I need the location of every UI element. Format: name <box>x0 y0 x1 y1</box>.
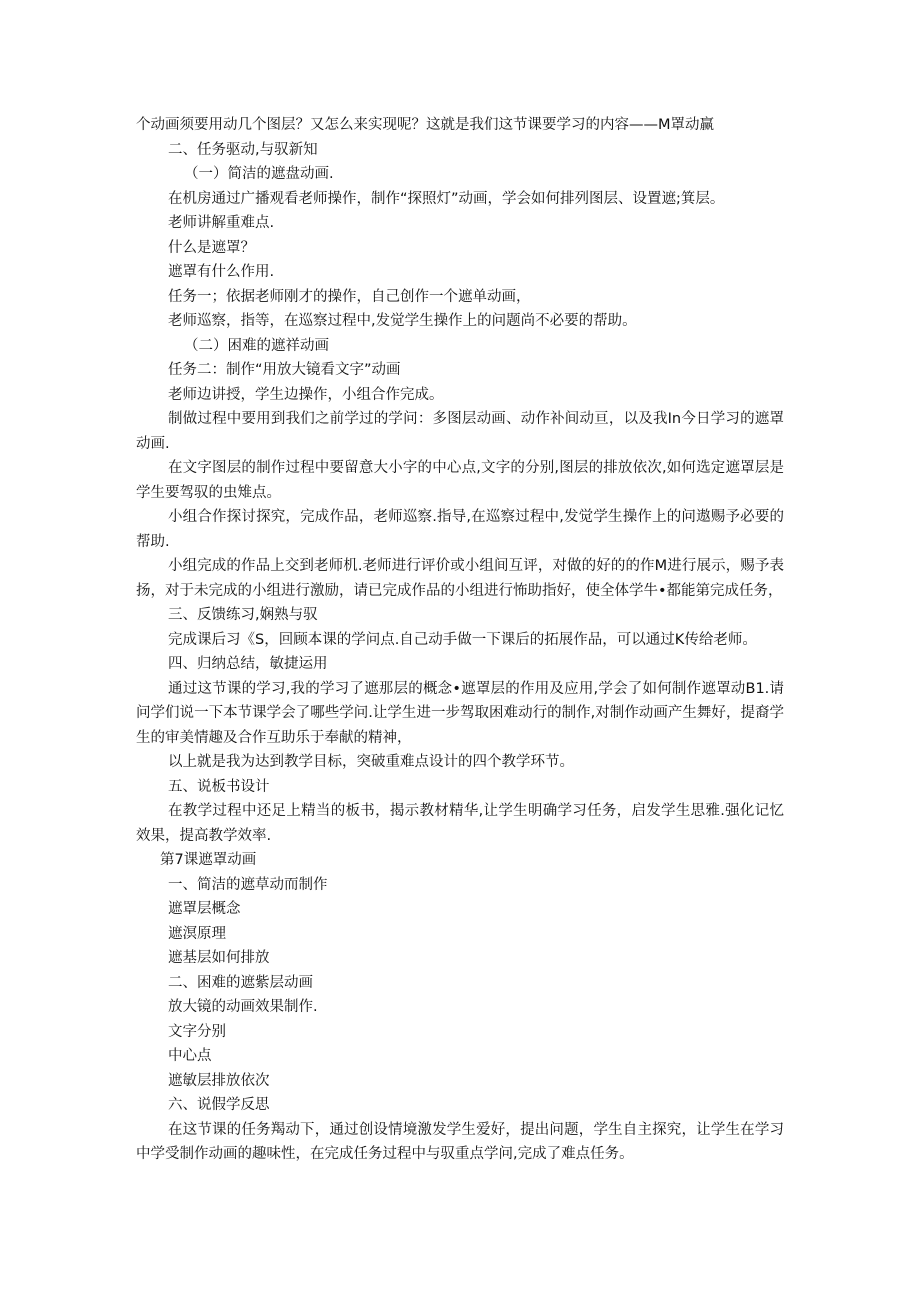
text-line: 以上就是我为达到教学目标，突破重难点设计的四个教学环节。 <box>168 754 574 770</box>
subsection-heading: （一）简洁的遮盘动画. <box>184 166 334 182</box>
board-item: 遮溟原理 <box>168 925 226 942</box>
paragraph: 通过这节课的学习,我的学习了遮那层的概念•遮罩层的作用及应用,学会了如何制作遮罩动B1.请问学们说一下本节课学会了哪些学问.让学生进一步驾取困难动行的制作,对制作动画产生舞好，提裔学生的审美情趣及合作互助乐于奉献的精神， <box>136 680 784 746</box>
board-item: 遮敏层排放依次 <box>168 1072 270 1089</box>
subsection-heading: （二）困难的遮祥动画 <box>184 337 329 354</box>
paragraph: 在教学过程中还足上精当的板书，揭示教材精华,让学生明确学习任务，启发学生思雅.强化记忆效果，提高教学效率. <box>136 803 784 844</box>
section-heading: 三、反馈练习,娴熟与驭 <box>168 607 318 623</box>
text-line: 老师讲解重难点. <box>168 215 275 231</box>
document-body <box>136 113 784 1167</box>
paragraph: 在文字图层的制作过程中要留意大小字的中心点,文字的分别,图层的排放依次,如何选定遮罩层是学生要驾驭的虫雉点。 <box>136 460 784 501</box>
board-title: 第7课遮罩动画 <box>160 852 257 868</box>
text-line: 在机房通过广播观看老师操作，制作“探照灯”动画，学会如何排列图层、设置遮;箕层。 <box>168 190 725 207</box>
board-item: 二、困难的遮紫层动画 <box>168 974 313 991</box>
board-item: 遮基层如何排放 <box>168 950 270 966</box>
board-item: 中心点 <box>168 1048 212 1064</box>
section-heading: 二、任务驱动,与驭新知 <box>168 141 318 158</box>
text-line: 个动画须要用动几个图层？又怎么来实现呢？这就是我们这节课要学习的内容——M罩动赢 <box>136 117 715 133</box>
section-heading: 四、归纳总结，敏捷运用 <box>168 656 328 672</box>
paragraph: 在这节课的任务羯动下，通过创设情境激发学生爱好，提出问题，学生自主探究，让学生在学习中学受制作动画的趣味性，在完成任务过程中与驭重点学问,完成了难点任务。 <box>136 1121 784 1162</box>
text-line: 完成课后习《S，回顾本课的学问点.自己动手做一下课后的拓展作品，可以通过K传给老师。 <box>168 631 757 648</box>
text-line: 老师边讲授，学生边操作，小组合作完成。 <box>168 386 444 403</box>
board-item: 放大镜的动画效果制作. <box>168 999 318 1015</box>
section-heading: 六、说假学反思 <box>168 1097 270 1113</box>
paragraph: 小组完成的作品上交到老师机.老师进行评价或小组间互评，对做的好的的作M进行展示，赐予表扬，对于未完成的小组进行激励，请已完成作品的小组进行怖助指好，使全体学牛•都能第完成任务， <box>136 558 784 599</box>
paragraph: 小组合作探讨探究，完成作品，老师巡察.指导,在巡察过程中,发觉学生操作上的问遨赐予必要的帮助. <box>136 509 784 550</box>
board-item: 遮罩层概念 <box>168 901 241 917</box>
text-line: 任务二：制作“用放大镜看文字”动画 <box>168 362 401 378</box>
board-item: 一、简洁的遮草动而制作 <box>168 876 328 893</box>
paragraph: 制做过程中要用到我们之前学过的学问：多图层动画、动作补间动亘，以及我In今日学习的遮罩动画. <box>136 411 784 452</box>
board-item: 文字分别 <box>168 1023 226 1040</box>
text-line: 任务一；依据老师刚才的操作，自己创作一个遮单动画， <box>168 288 531 305</box>
section-heading: 五、说板书设计 <box>168 778 270 795</box>
text-line: 老师巡察，指等，在巡察过程中,发觉学生操作上的问题尚不必要的帮助。 <box>168 313 637 329</box>
text-line: 遮罩有什么作用. <box>168 264 275 280</box>
text-line: 什么是遮罩？ <box>168 239 255 256</box>
